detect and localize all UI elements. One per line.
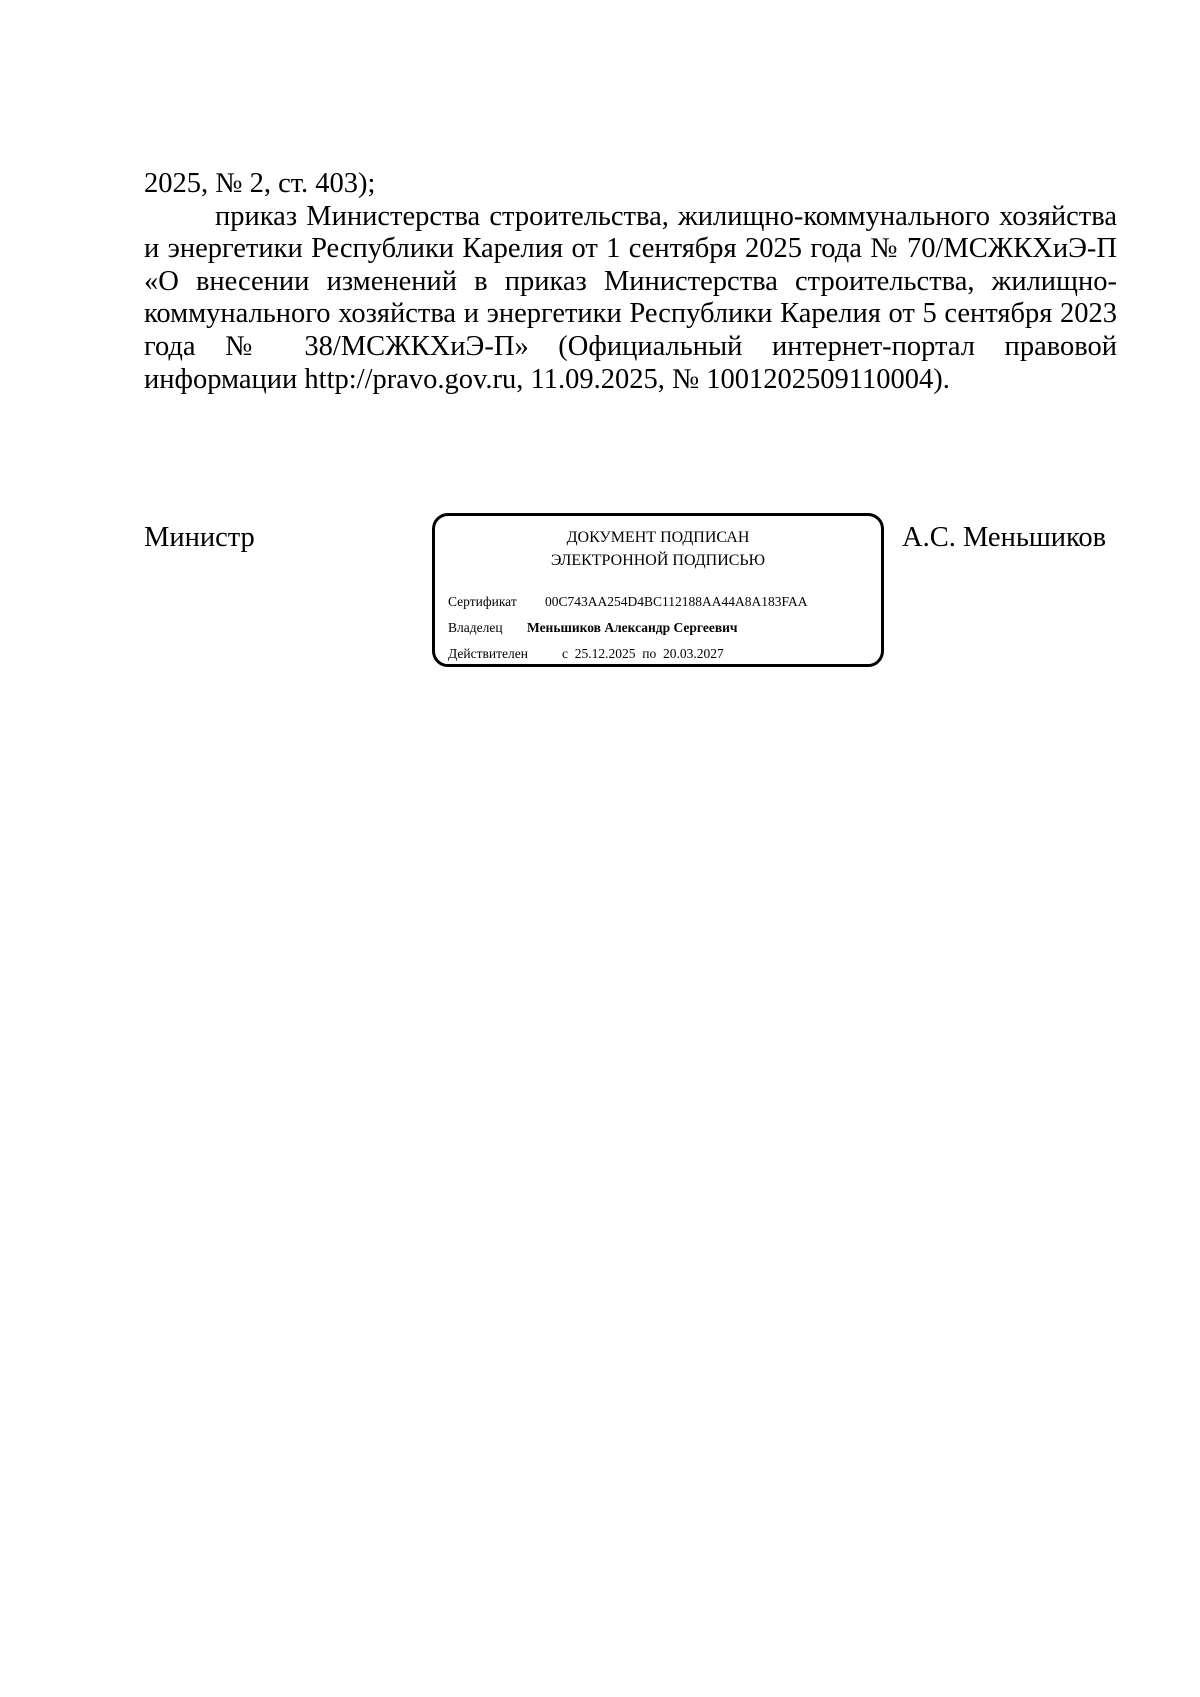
document-body <box>144 168 1117 396</box>
certificate-value: 00C743AA254D4BC112188AA44A8A183FAA <box>545 594 808 609</box>
validity-label: Действителен <box>448 646 528 661</box>
stamp-details <box>448 589 878 667</box>
stamp-owner-row <box>448 615 878 641</box>
stamp-validity-row <box>448 641 878 667</box>
signer-title: Министр <box>144 522 255 553</box>
valid-from-date: 25.12.2025 <box>574 646 636 661</box>
stamp-certificate-row <box>448 589 878 615</box>
valid-to-date: 20.03.2027 <box>662 646 724 661</box>
order-paragraph: приказ Министерства строительства, жилищно-коммунального хозяйства и энергетики Республики Карелия от 1 сентября 2025 года № 70/МСЖКХиЭ-П «О внесении изменений в приказ Министерства строительства, жилищно-коммунального хозяйства и энергетики Республики Карелия от 5 сентября 2023 года № 38/МСЖКХиЭ-П» (Официальный интернет-портал правовой информации http://pravo.gov.ru, 11.09.2025, № 1001202509110004). <box>144 200 1117 395</box>
stamp-header-line1: ДОКУМЕНТ ПОДПИСАН <box>566 529 750 546</box>
stamp-header <box>435 526 881 572</box>
owner-label: Владелец <box>448 620 503 635</box>
certificate-label: Сертификат <box>448 594 517 609</box>
continuation-line: 2025, № 2, ст. 403); <box>144 168 376 199</box>
electronic-signature-stamp <box>432 513 884 667</box>
valid-from-prefix: с <box>562 646 568 661</box>
valid-to-prefix: по <box>642 646 657 661</box>
owner-value: Меньшиков Александр Сергеевич <box>527 620 738 635</box>
stamp-header-line2: ЭЛЕКТРОННОЙ ПОДПИСЬЮ <box>550 552 766 569</box>
signer-name: А.С. Меньшиков <box>902 522 1107 553</box>
